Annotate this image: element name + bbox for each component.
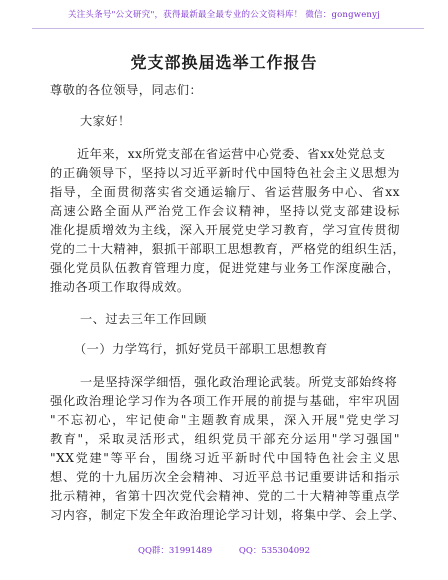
- paragraph-line: 近年来，xx所党支部在省运营中心党委、省xx处党总支: [77, 147, 386, 161]
- paragraph-line: 高速公路全面从严治党工作会议精神，坚持以党支部建设标: [50, 204, 400, 218]
- paragraph-line: 一是坚持深学细悟，强化政治理论武装。所党支部始终将: [80, 375, 398, 389]
- section-heading: 一、过去三年工作回顾: [80, 312, 207, 326]
- paragraph-line: 强化党员队伍教育管理力度，促进党建与业务工作深度融合，: [50, 261, 400, 275]
- paragraph-line: 推动各项工作取得成效。: [50, 280, 190, 294]
- paragraph-line: 批示精神，省第十四次党代会精神、党的二十大精神等重点学: [50, 489, 400, 503]
- paragraph-line: "XX党建"等平台，围绕习近平新时代中国特色社会主义思: [50, 451, 400, 465]
- paragraph-line: 习内容，制定下发全年政治理论学习计划，将集中学、会上学、: [50, 508, 406, 522]
- document-title: 党支部换届选举工作报告: [130, 53, 318, 72]
- paragraph-line: "不忘初心，牢记使命"主题教育成果，深入开展"党史学习: [50, 413, 400, 427]
- paragraph-line: 指导，全面贯彻落实省交通运输厅、省运营服务中心、省xx: [50, 185, 400, 199]
- paragraph-line: 的正确领导下，坚持以习近平新时代中国特色社会主义思想为: [50, 166, 400, 180]
- paragraph-line: 教育"，采取灵活形式，组织党员干部充分运用"学习强国": [50, 432, 400, 446]
- paragraph-line: 准化提质增效为主线，深入开展党史学习教育，学习宣传贯彻: [50, 223, 400, 237]
- subsection-heading: （一）力学笃行，抓好党员干部职工思想教育: [74, 342, 328, 356]
- footer-qq-group: QQ群：31991489: [137, 546, 213, 556]
- paragraph-line: 想、党的十九届历次全会精神、习近平总书记重要讲话和指示: [50, 470, 400, 484]
- footer-qq: QQ：535304092: [238, 546, 310, 556]
- paragraph-line: 党的二十大精神，狠抓干部职工思想教育，严格党的组织生活，: [50, 242, 406, 256]
- footer-contact: [0, 544, 448, 556]
- salutation: 尊敬的各位领导，同志们：: [50, 83, 203, 97]
- header-divider: [32, 28, 424, 29]
- paragraph-line: 强化政治理论学习作为各项工作开展的前提与基础，牢牢巩固: [50, 394, 400, 408]
- header-note: 关注头条号"公文研究"，获得最新最全最专业的公文资料库！ 微信：gongwenyj: [68, 10, 380, 20]
- greeting: 大家好！: [80, 114, 131, 128]
